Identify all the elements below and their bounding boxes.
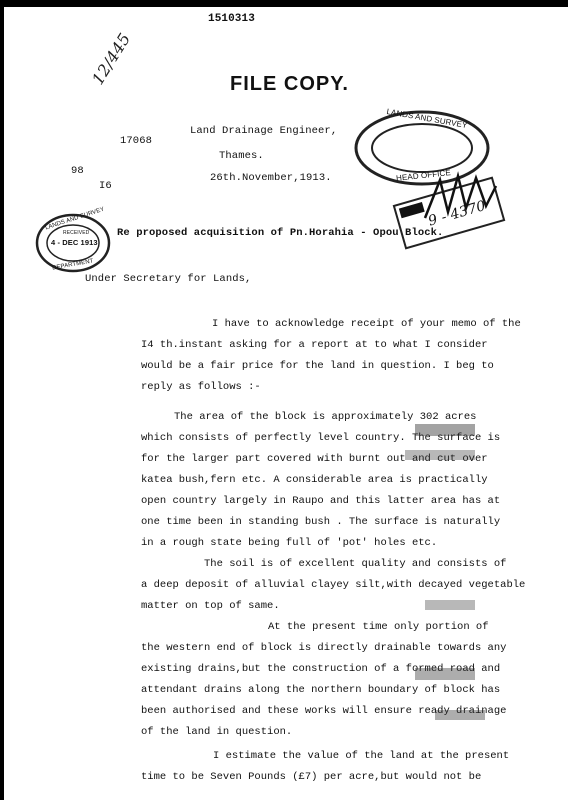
scan-edge-top bbox=[0, 0, 568, 7]
body-line: for the larger part covered with burnt out and cut over bbox=[141, 453, 488, 465]
body-line: matter on top of same. bbox=[141, 600, 280, 612]
body-line: open country largely in Raupo and this latter area has at bbox=[141, 495, 501, 507]
scribble-marks-icon bbox=[420, 168, 500, 228]
body-line: The area of the block is approximately 302 acres bbox=[174, 411, 477, 423]
body-line: reply as follows :- bbox=[141, 381, 261, 393]
handwritten-file-number: 9 - 4370 bbox=[426, 198, 488, 230]
scan-edge-left bbox=[0, 0, 4, 800]
file-number: 17068 bbox=[120, 135, 153, 147]
body-line: I estimate the value of the land at the present bbox=[213, 750, 510, 762]
head-office-stamp-top: LANDS AND SURVEY bbox=[385, 106, 469, 131]
body-line: The soil is of excellent quality and consists of bbox=[204, 558, 507, 570]
letter-date: 26th.November,1913. bbox=[210, 172, 332, 184]
body-line: one time been in standing bush . The surface is naturally bbox=[141, 516, 501, 528]
margin-number-98: 98 bbox=[71, 165, 84, 177]
addressee: Under Secretary for Lands, bbox=[85, 273, 252, 285]
page-title: FILE COPY. bbox=[230, 73, 349, 95]
margin-number-16: I6 bbox=[99, 180, 112, 192]
received-stamp-bottom: DEPARTMENT bbox=[51, 258, 94, 272]
body-line: which consists of perfectly level country. The surface is bbox=[141, 432, 501, 444]
head-office-stamp-bottom: HEAD OFFICE bbox=[395, 168, 452, 183]
handwritten-reference: 12/445 bbox=[88, 29, 135, 89]
body-line: of the land in question. bbox=[141, 726, 293, 738]
body-line: I have to acknowledge receipt of your memo of the bbox=[212, 318, 521, 330]
reference-number: 1510313 bbox=[208, 13, 255, 25]
subject-line: Re proposed acquisition of Pn.Horahia - Opou Block. bbox=[117, 227, 444, 239]
sender-place: Thames. bbox=[219, 150, 264, 162]
received-stamp-top: LANDS AND SURVEY bbox=[44, 206, 106, 232]
body-line: in a rough state being full of 'pot' holes etc. bbox=[141, 537, 438, 549]
body-line: time to be Seven Pounds (£7) per acre,but would not be bbox=[141, 771, 482, 783]
body-line: would be a fair price for the land in question. I beg to bbox=[141, 360, 494, 372]
received-stamp-label: RECEIVED bbox=[63, 230, 90, 236]
body-line: been authorised and these works will ensure ready drainage bbox=[141, 705, 507, 717]
body-line: katea bush,fern etc. A considerable area is practically bbox=[141, 474, 488, 486]
body-line: existing drains,but the construction of a formed road and bbox=[141, 663, 501, 675]
sender-office: Land Drainage Engineer, bbox=[190, 125, 338, 137]
body-line: the western end of block is directly drainable towards any bbox=[141, 642, 507, 654]
body-line: attendant drains along the northern boundary of block has bbox=[141, 684, 501, 696]
body-line: a deep deposit of alluvial clayey silt,with decayed vegetable bbox=[141, 579, 526, 591]
received-stamp bbox=[34, 206, 112, 274]
received-stamp-date: 4 - DEC 1913 bbox=[51, 238, 98, 247]
body-line: At the present time only portion of bbox=[268, 621, 489, 633]
scan-smudge-icon bbox=[395, 420, 495, 780]
body-line: I4 th.instant asking for a report at to what I consider bbox=[141, 339, 488, 351]
